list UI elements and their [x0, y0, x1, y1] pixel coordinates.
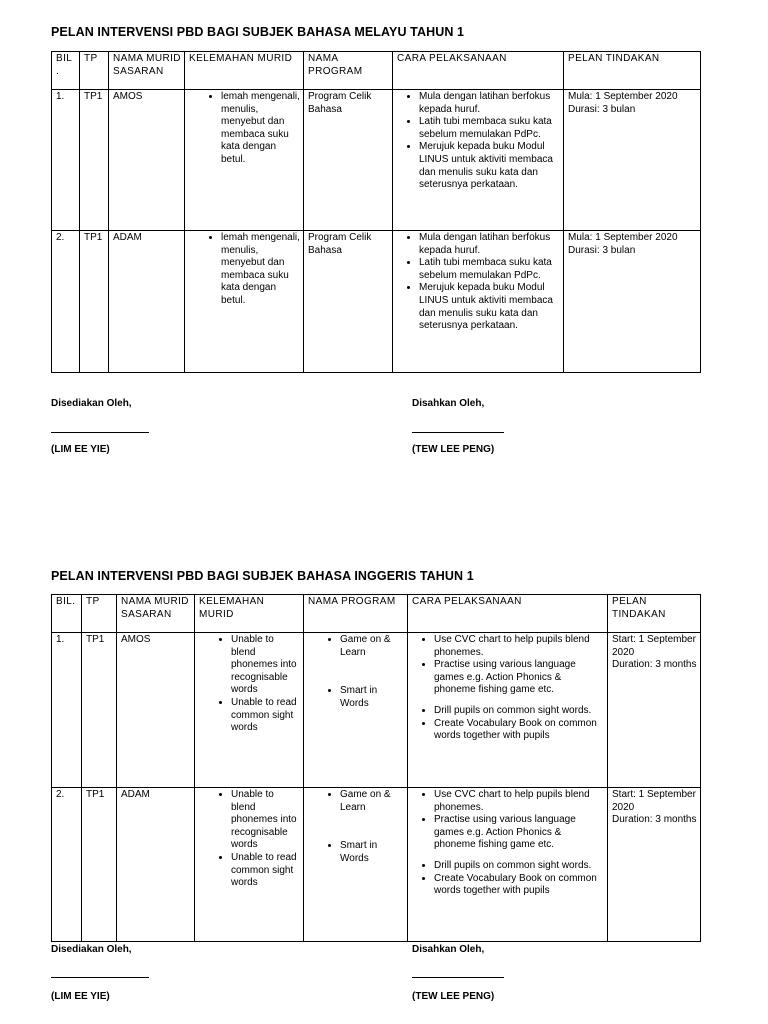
cell-program: [304, 633, 408, 788]
approved-by-label: Disahkan Oleh,: [412, 398, 485, 409]
approved-by-name: (TEW LEE PENG): [412, 991, 495, 1002]
approved-signature-line: [412, 432, 504, 433]
cell-cara: [393, 90, 564, 231]
list-item: • Smart in Words: [340, 685, 404, 710]
cell-tp: TP1: [80, 90, 109, 231]
cell-pelan: [564, 90, 701, 231]
prepared-by-name: (LIM EE YIE): [51, 444, 110, 455]
cell-nama: AMOS: [109, 90, 185, 231]
header-nama: NAMA MURID SASARAN: [109, 52, 185, 90]
header-tp: TP: [82, 595, 117, 633]
header-cara: CARA PELAKSANAAN: [393, 52, 564, 90]
pelan-duration: Duration: 3 months: [612, 814, 697, 826]
header-kelemahan: KELEMAHAN MURID: [195, 595, 304, 633]
list-spacer: [340, 659, 404, 685]
list-item: • Create Vocabulary Book on common words together with pupils: [434, 873, 604, 898]
section1-title: PELAN INTERVENSI PBD BAGI SUBJEK BAHASA MELAYU TAHUN 1: [51, 25, 465, 39]
cell-nama: AMOS: [117, 633, 195, 788]
section2-table: [51, 594, 701, 942]
list-item: • Mula dengan latihan berfokus kepada huruf.: [419, 232, 560, 257]
list-item: • Use CVC chart to help pupils blend phonemes.: [434, 634, 604, 659]
cell-pelan: [608, 788, 701, 942]
list-item: • Unable to read common sight words: [231, 852, 300, 890]
list-item: • Latih tubi membaca suku kata sebelum memulakan PdPc.: [419, 257, 560, 282]
header-program: NAMA PROGRAM: [304, 595, 408, 633]
pelan-start: Mula: 1 September 2020: [568, 91, 678, 102]
cell-bil: 1.: [52, 633, 82, 788]
cell-program: Program Celik Bahasa: [304, 231, 393, 373]
list-item: • Smart in Words: [340, 840, 404, 865]
header-nama: NAMA MURID SASARAN: [117, 595, 195, 633]
section1-table: [51, 51, 701, 373]
pelan-duration: Durasi: 3 bulan: [568, 244, 636, 256]
list-item: • Unable to blend phonemes into recognisable words: [231, 789, 300, 852]
cell-bil: 2.: [52, 231, 80, 373]
table-row: [52, 788, 701, 942]
list-item: • lemah mengenali, menulis, menyebut dan membaca suku kata dengan betul.: [221, 91, 300, 167]
table-row: [52, 231, 701, 373]
table-header-row: [52, 52, 701, 90]
cell-kelemahan: [185, 231, 304, 373]
cell-program: [304, 788, 408, 942]
prepared-signature-line: [51, 432, 149, 433]
pelan-start: Mula: 1 September 2020: [568, 232, 678, 243]
approved-by-label: Disahkan Oleh,: [412, 944, 485, 955]
list-item: • Drill pupils on common sight words.: [434, 705, 604, 718]
cell-cara: [408, 788, 608, 942]
table-row: [52, 90, 701, 231]
table-row: [52, 633, 701, 788]
list-item: • lemah mengenali, menulis, menyebut dan membaca suku kata dengan betul.: [221, 232, 300, 308]
prepared-signature-line: [51, 977, 149, 978]
header-bil: BIL .: [52, 52, 80, 90]
list-item: • Practise using various language games e.g. Action Phonics & phoneme fishing game etc.: [434, 659, 604, 697]
table-header-row: [52, 595, 701, 633]
cell-kelemahan: [185, 90, 304, 231]
prepared-by-name: (LIM EE YIE): [51, 991, 110, 1002]
list-item: • Unable to read common sight words: [231, 697, 300, 735]
list-item: • Drill pupils on common sight words.: [434, 860, 604, 873]
header-kelemahan: KELEMAHAN MURID: [185, 52, 304, 90]
list-item: • Practise using various language games e.g. Action Phonics & phoneme fishing game etc.: [434, 814, 604, 852]
pelan-start: Start: 1 September 2020: [612, 634, 696, 658]
cell-bil: 1.: [52, 90, 80, 231]
header-cara: CARA PELAKSANAAN: [408, 595, 608, 633]
pelan-start: Start: 1 September 2020: [612, 789, 696, 813]
cell-pelan: [564, 231, 701, 373]
cell-tp: TP1: [82, 788, 117, 942]
list-item: • Create Vocabulary Book on common words together with pupils: [434, 718, 604, 743]
list-item: • Use CVC chart to help pupils blend phonemes.: [434, 789, 604, 814]
header-pelan: PELAN TINDAKAN: [608, 595, 701, 633]
list-item: • Merujuk kepada buku Modul LINUS untuk aktiviti membaca dan menulis suku kata dan seterusnya perkataan.: [419, 141, 560, 191]
section2-title: PELAN INTERVENSI PBD BAGI SUBJEK BAHASA INGGERIS TAHUN 1: [51, 569, 474, 583]
list-item: • Latih tubi membaca suku kata sebelum memulakan PdPc.: [419, 116, 560, 141]
pelan-duration: Duration: 3 months: [612, 659, 697, 671]
cell-tp: TP1: [80, 231, 109, 373]
approved-by-name: (TEW LEE PENG): [412, 444, 495, 455]
cell-nama: ADAM: [109, 231, 185, 373]
list-item: • Unable to blend phonemes into recognisable words: [231, 634, 300, 697]
list-item: • Game on & Learn: [340, 634, 404, 659]
header-pelan: PELAN TINDAKAN: [564, 52, 701, 90]
cell-cara: [393, 231, 564, 373]
cell-cara: [408, 633, 608, 788]
cell-nama: ADAM: [117, 788, 195, 942]
list-item: • Mula dengan latihan berfokus kepada huruf.: [419, 91, 560, 116]
prepared-by-label: Disediakan Oleh,: [51, 398, 132, 409]
header-tp: TP: [80, 52, 109, 90]
approved-signature-line: [412, 977, 504, 978]
prepared-by-label: Disediakan Oleh,: [51, 944, 132, 955]
pelan-duration: Durasi: 3 bulan: [568, 103, 636, 115]
cell-program: Program Celik Bahasa: [304, 90, 393, 231]
header-bil: BIL.: [52, 595, 82, 633]
cell-kelemahan: [195, 633, 304, 788]
cell-bil: 2.: [52, 788, 82, 942]
list-item: • Game on & Learn: [340, 789, 404, 814]
list-spacer: [340, 814, 404, 840]
cell-tp: TP1: [82, 633, 117, 788]
header-program: NAMA PROGRAM: [304, 52, 393, 90]
cell-pelan: [608, 633, 701, 788]
list-item: • Merujuk kepada buku Modul LINUS untuk aktiviti membaca dan menulis suku kata dan seterusnya perkataan.: [419, 282, 560, 332]
cell-kelemahan: [195, 788, 304, 942]
